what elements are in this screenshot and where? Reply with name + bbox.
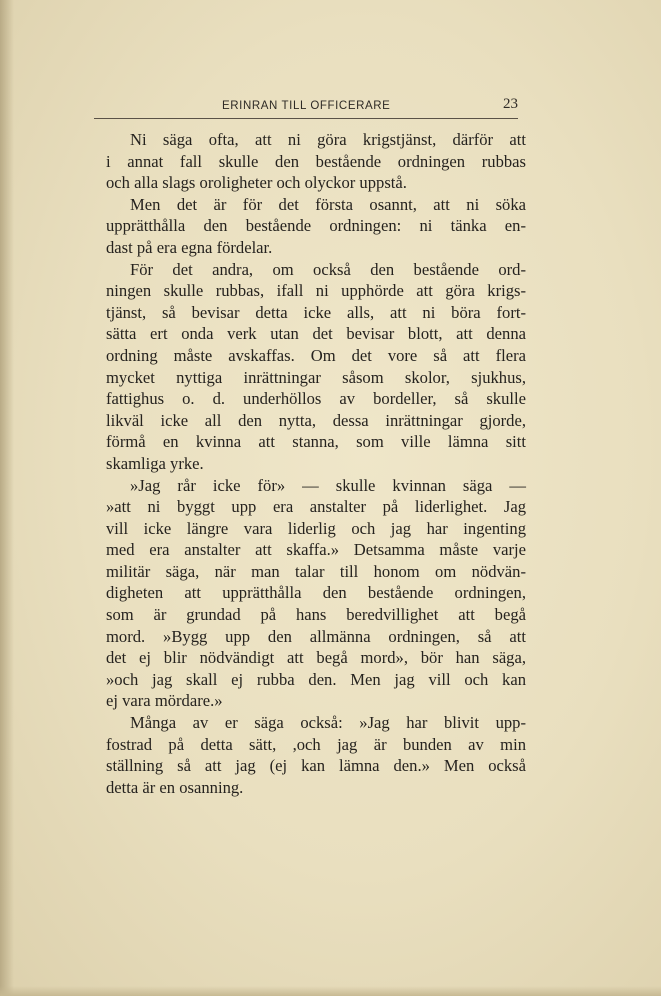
text-line: digheten att upprätthålla den bestående ordningen,: [106, 583, 526, 603]
text-line: förmå en kvinna att stanna, som ville lämna sitt: [106, 432, 526, 452]
text-line: ningen skulle rubbas, ifall ni upphörde att göra krigs-: [106, 281, 526, 301]
text-line: i annat fall skulle den bestående ordningen rubbas: [106, 151, 526, 171]
text-line: och alla slags oroligheter och olyckor uppstå.: [106, 173, 407, 193]
body-text: [106, 129, 526, 798]
text-line: med era anstalter att skaffa.» Detsamma måste varje: [106, 540, 526, 560]
text-line: tjänst, så bevisar detta icke alls, att ni böra fort-: [106, 302, 526, 322]
paragraph: [106, 475, 526, 713]
paragraph: [106, 259, 526, 475]
text-line: detta är en osanning.: [106, 777, 244, 797]
paragraph: [106, 129, 526, 194]
text-line: upprätthålla den bestående ordningen: ni tänka en-: [106, 216, 526, 236]
page-bottom-edge: [0, 986, 661, 996]
text-line: mord. »Bygg upp den allmänna ordningen, så att: [106, 626, 526, 646]
running-head: [94, 96, 518, 119]
paragraph: [106, 712, 526, 798]
text-line: »att ni byggt upp era anstalter på liderlighet. Jag: [106, 497, 526, 517]
text-line: vill icke längre vara liderlig och jag har ingenting: [106, 518, 526, 538]
paragraph: [106, 194, 526, 259]
running-head-title: ERINRAN TILL OFFICERARE: [222, 100, 391, 112]
text-line: fostrad på detta sätt, ,och jag är bunden av min: [106, 734, 526, 754]
text-line: Många av er säga också: »Jag har blivit upp-: [130, 713, 526, 733]
text-line: »Jag rår icke för» — skulle kvinnan säga —: [130, 475, 526, 495]
text-line: Ni säga ofta, att ni göra krigstjänst, därför att: [130, 130, 526, 149]
text-line: För det andra, om också den bestående ord-: [130, 259, 526, 279]
text-line: ställning så att jag (ej kan lämna den.» Men också: [106, 756, 526, 776]
text-line: det ej blir nödvändigt att begå mord», bör han säga,: [106, 648, 526, 668]
page-number: 23: [503, 96, 518, 112]
page-gutter-shadow: [0, 0, 14, 996]
text-line: Men det är för det första osannt, att ni söka: [130, 194, 526, 214]
text-line: skamliga yrke.: [106, 453, 204, 473]
text-line: militär säga, när man talar till honom om nödvän-: [106, 561, 526, 581]
text-line: ordning måste avskaffas. Om det vore så att flera: [106, 345, 526, 365]
text-line: dast på era egna fördelar.: [106, 237, 273, 257]
text-line: fattighus o. d. underhöllos av bordeller, så skulle: [106, 389, 526, 409]
text-line: »och jag skall ej rubba den. Men jag vill och kan: [106, 669, 526, 689]
text-line: som är grundad på hans beredvillighet att begå: [106, 605, 526, 625]
text-line: likväl icke all den nytta, dessa inrättningar gjorde,: [106, 410, 526, 430]
text-line: ej vara mördare.»: [106, 691, 223, 711]
text-line: sätta ert onda verk utan det bevisar blott, att denna: [106, 324, 526, 344]
text-line: mycket nyttiga inrättningar såsom skolor, sjukhus,: [106, 367, 526, 387]
